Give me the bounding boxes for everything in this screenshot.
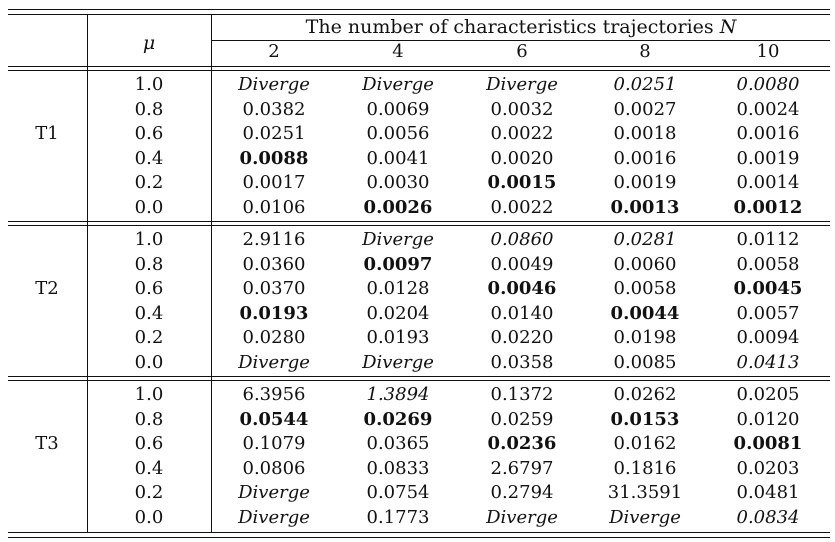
table-cell: 0.0026 [363, 196, 433, 218]
table-cell: 6.3956 [242, 384, 306, 405]
table-cell: 0.0094 [736, 327, 800, 348]
table-cell: 0.1773 [366, 506, 430, 528]
table-cell: 0.0269 [363, 408, 433, 430]
table-cell: 0.0140 [490, 302, 554, 324]
table-cell: 0.0112 [736, 229, 800, 250]
mu-value: 0.8 [134, 98, 164, 120]
mu-value: 0.2 [134, 172, 164, 193]
top-rule [8, 9, 830, 10]
table-cell: Diverge [486, 74, 558, 95]
table-cell: 0.0014 [736, 172, 800, 193]
mu-value: 0.0 [134, 196, 164, 218]
mu-value: 0.8 [134, 408, 164, 430]
table-cell: 0.0032 [490, 98, 554, 120]
mu-value: 0.4 [134, 302, 164, 324]
table-cell: 0.0360 [242, 253, 306, 275]
table-cell: 0.0018 [613, 123, 677, 144]
table-cell: 0.0019 [613, 172, 677, 193]
vertical-rule-left [87, 14, 88, 532]
table-cell: 2.6797 [490, 457, 554, 479]
table-cell: 0.0069 [366, 98, 430, 120]
table-cell: 2.9116 [242, 229, 306, 250]
mu-value: 1.0 [134, 384, 164, 405]
table-cell: 0.0262 [613, 384, 677, 405]
table-cell: 0.0251 [242, 123, 306, 144]
table-cell: 0.0413 [736, 351, 800, 373]
table-cell: 0.0019 [736, 147, 800, 169]
n-header-8: 8 [639, 41, 651, 62]
n-header-6: 6 [516, 41, 528, 62]
group-rule [8, 70, 830, 71]
table-cell: 0.0833 [366, 457, 430, 479]
table-cell: 31.3591 [607, 482, 683, 503]
table-cell: 1.3894 [366, 384, 430, 405]
mu-value: 0.0 [134, 351, 164, 373]
table-cell: 0.0205 [736, 384, 800, 405]
bottom-rule [8, 537, 830, 538]
table-cell: Diverge [362, 229, 434, 250]
table-cell: 0.0193 [366, 327, 430, 348]
table-cell: 0.0058 [736, 253, 800, 275]
table-cell: 0.0080 [736, 74, 800, 95]
table-cell: Diverge [486, 506, 558, 528]
n-header-10: 10 [756, 41, 780, 62]
table-cell: 0.0806 [242, 457, 306, 479]
table-cell: 0.0030 [366, 172, 430, 193]
table-cell: 0.0058 [613, 278, 677, 299]
group-rule [8, 225, 830, 226]
table-cell: 0.0022 [490, 123, 554, 144]
table-cell: 0.0193 [239, 302, 309, 324]
table-cell: 0.0044 [610, 302, 680, 324]
mu-value: 0.2 [134, 482, 164, 503]
table-cell: 0.0544 [239, 408, 309, 430]
table-cell: 0.0834 [736, 506, 800, 528]
table-cell: 0.0281 [613, 229, 677, 250]
table-cell: 0.1372 [490, 384, 554, 405]
table-cell: 0.0027 [613, 98, 677, 120]
table-cell: 0.0045 [733, 278, 803, 299]
group-rule [8, 221, 830, 222]
vertical-rule-mu [211, 14, 212, 532]
group-rule [8, 66, 830, 67]
n-header-4: 4 [392, 41, 404, 62]
table-cell: 0.0236 [487, 433, 557, 454]
table-cell: 0.0046 [487, 278, 557, 299]
table-cell: 0.0085 [613, 351, 677, 373]
table-cell: 0.0860 [490, 229, 554, 250]
header-title-text: The number of characteristics trajectories [305, 16, 720, 38]
table-cell: 0.0056 [366, 123, 430, 144]
table-cell: 0.0088 [239, 147, 309, 169]
table-cell: 0.0016 [613, 147, 677, 169]
mu-value: 0.4 [134, 457, 164, 479]
table-cell: 0.0382 [242, 98, 306, 120]
n-header-2: 2 [268, 41, 280, 62]
table-cell: 0.0106 [242, 196, 306, 218]
table-cell: 0.0204 [366, 302, 430, 324]
table-cell: 0.0016 [736, 123, 800, 144]
mu-value: 1.0 [134, 229, 164, 250]
table-cell: 0.0365 [366, 433, 430, 454]
mu-value: 0.8 [134, 253, 164, 275]
mu-value: 0.2 [134, 327, 164, 348]
table-cell: 0.0481 [736, 482, 800, 503]
table-cell: 0.0203 [736, 457, 800, 479]
table-cell: 0.0097 [363, 253, 433, 275]
table-cell: 0.0012 [733, 196, 803, 218]
table-cell: 0.0013 [610, 196, 680, 218]
table-cell: 0.0017 [242, 172, 306, 193]
column-group-header [212, 14, 830, 40]
table-cell: 0.1816 [613, 457, 677, 479]
table-cell: Diverge [238, 351, 310, 373]
table-cell: 0.0081 [733, 433, 803, 454]
mu-value: 0.0 [134, 506, 164, 528]
bottom-rule [8, 532, 830, 533]
table-cell: 0.0020 [490, 147, 554, 169]
table-cell: 0.0198 [613, 327, 677, 348]
header-title-variable: N [719, 16, 737, 38]
table-cell: 0.0060 [613, 253, 677, 275]
table-cell: 0.0251 [613, 74, 677, 95]
table-cell: 0.0259 [490, 408, 554, 430]
table-cell: 0.0022 [490, 196, 554, 218]
table-cell: 0.0220 [490, 327, 554, 348]
table-cell: 0.0280 [242, 327, 306, 348]
table-cell: 0.0370 [242, 278, 306, 299]
mu-header: μ [142, 32, 156, 54]
table-cell: Diverge [238, 482, 310, 503]
mu-value: 0.6 [134, 123, 164, 144]
table-cell: 0.2794 [490, 482, 554, 503]
table-cell: Diverge [362, 74, 434, 95]
table-cell: Diverge [238, 506, 310, 528]
table-cell: 0.0024 [736, 98, 800, 120]
table-cell: 0.0358 [490, 351, 554, 373]
mu-value: 0.6 [134, 278, 164, 299]
table-cell: 0.0153 [610, 408, 680, 430]
table-cell: 0.0057 [736, 302, 800, 324]
mu-value: 0.6 [134, 433, 164, 454]
table-cell: 0.0128 [366, 278, 430, 299]
group-label-t2: T2 [35, 278, 59, 300]
table-cell: 0.1079 [242, 433, 306, 454]
table-cell: Diverge [238, 74, 310, 95]
table-cell: 0.0120 [736, 408, 800, 430]
group-label-t3: T3 [35, 433, 59, 455]
group-rule [8, 376, 830, 377]
table-cell: 0.0162 [613, 433, 677, 454]
table-cell: Diverge [362, 351, 434, 373]
mu-value: 0.4 [134, 147, 164, 169]
table-cell: 0.0754 [366, 482, 430, 503]
mu-value: 1.0 [134, 74, 164, 95]
table-cell: 0.0015 [487, 172, 557, 193]
group-label-t1: T1 [35, 123, 59, 145]
table-cell: 0.0041 [366, 147, 430, 169]
group-rule [8, 380, 830, 381]
table-cell: 0.0049 [490, 253, 554, 275]
table-cell: Diverge [609, 506, 681, 528]
